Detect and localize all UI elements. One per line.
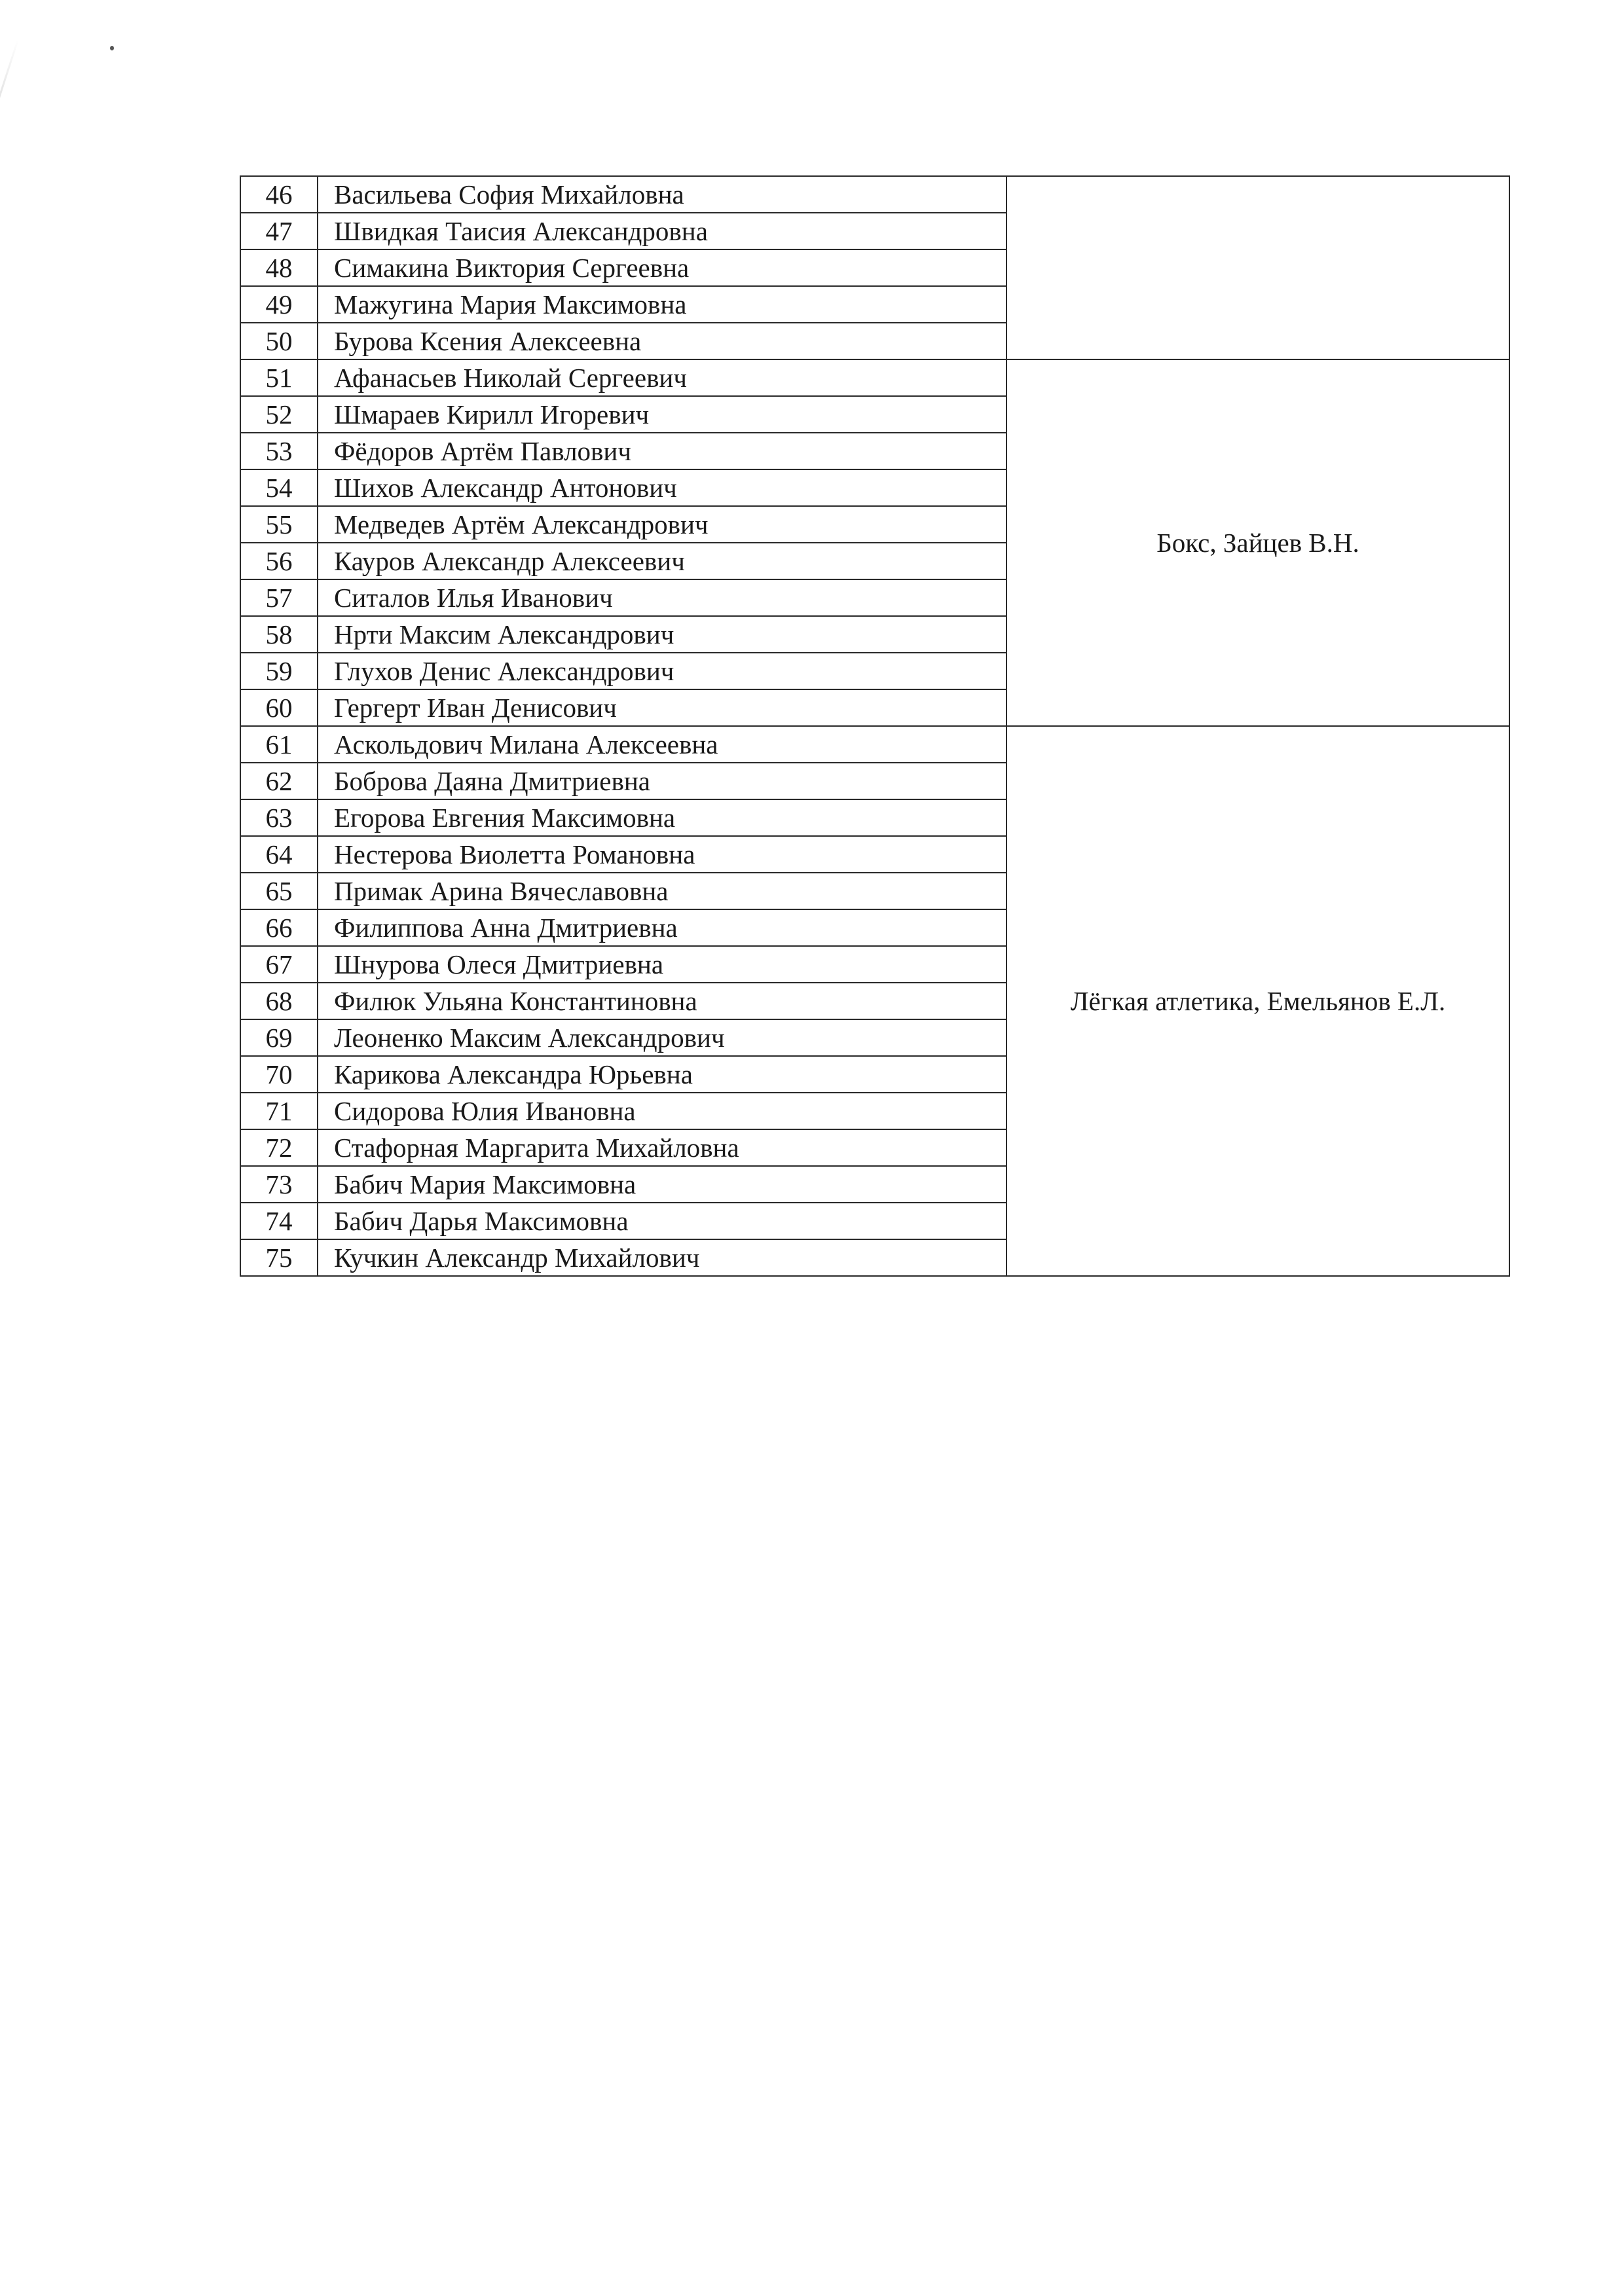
- row-number: 46: [240, 176, 318, 213]
- student-name: Филиппова Анна Дмитриевна: [318, 909, 1006, 946]
- row-number: 53: [240, 433, 318, 469]
- student-name: Стафорная Маргарита Михайловна: [318, 1129, 1006, 1166]
- row-number: 63: [240, 799, 318, 836]
- student-name: Фёдоров Артём Павлович: [318, 433, 1006, 469]
- student-name: Нрти Максим Александрович: [318, 616, 1006, 653]
- row-number: 71: [240, 1093, 318, 1129]
- row-number: 57: [240, 579, 318, 616]
- student-name: Сидорова Юлия Ивановна: [318, 1093, 1006, 1129]
- student-name: Боброва Даяна Дмитриевна: [318, 763, 1006, 799]
- student-name: Бурова Ксения Алексеевна: [318, 323, 1006, 359]
- row-number: 64: [240, 836, 318, 873]
- row-number: 59: [240, 653, 318, 689]
- student-name: Филюк Ульяна Константиновна: [318, 983, 1006, 1019]
- table-row: [240, 176, 1509, 213]
- row-number: 65: [240, 873, 318, 909]
- row-number: 70: [240, 1056, 318, 1093]
- student-name: Карикова Александра Юрьевна: [318, 1056, 1006, 1093]
- student-name: Васильева София Михайловна: [318, 176, 1006, 213]
- row-number: 69: [240, 1019, 318, 1056]
- student-name: Нестерова Виолетта Романовна: [318, 836, 1006, 873]
- row-number: 55: [240, 506, 318, 543]
- row-number: 66: [240, 909, 318, 946]
- student-name: Медведев Артём Александрович: [318, 506, 1006, 543]
- row-number: 61: [240, 726, 318, 763]
- student-name: Егорова Евгения Максимовна: [318, 799, 1006, 836]
- roster-table-body: [240, 176, 1509, 1276]
- student-name: Ситалов Илья Иванович: [318, 579, 1006, 616]
- row-number: 72: [240, 1129, 318, 1166]
- student-name: Бабич Дарья Максимовна: [318, 1203, 1006, 1239]
- row-number: 50: [240, 323, 318, 359]
- row-number: 56: [240, 543, 318, 579]
- row-number: 67: [240, 946, 318, 983]
- row-number: 49: [240, 286, 318, 323]
- row-number: 74: [240, 1203, 318, 1239]
- scan-artifact-dot: [110, 46, 114, 50]
- student-name: Леоненко Максим Александрович: [318, 1019, 1006, 1056]
- row-number: 68: [240, 983, 318, 1019]
- student-name: Симакина Виктория Сергеевна: [318, 249, 1006, 286]
- student-name: Швидкая Таисия Александровна: [318, 213, 1006, 249]
- table-row: [240, 359, 1509, 396]
- student-name: Шихов Александр Антонович: [318, 469, 1006, 506]
- row-number: 60: [240, 689, 318, 726]
- student-name: Афанасьев Николай Сергеевич: [318, 359, 1006, 396]
- row-number: 73: [240, 1166, 318, 1203]
- row-number: 54: [240, 469, 318, 506]
- student-name: Аскольдович Милана Алексеевна: [318, 726, 1006, 763]
- scan-artifact-line: [0, 39, 19, 239]
- student-name: Бабич Мария Максимовна: [318, 1166, 1006, 1203]
- section-coach-cell: Лёгкая атлетика, Емельянов Е.Л.: [1006, 726, 1509, 1276]
- table-row: [240, 726, 1509, 763]
- section-coach-cell: Бокс, Зайцев В.Н.: [1006, 359, 1509, 726]
- row-number: 75: [240, 1239, 318, 1276]
- student-name: Кучкин Александр Михайлович: [318, 1239, 1006, 1276]
- row-number: 47: [240, 213, 318, 249]
- student-name: Примак Арина Вячеславовна: [318, 873, 1006, 909]
- row-number: 48: [240, 249, 318, 286]
- roster-table: [240, 175, 1510, 1277]
- row-number: 52: [240, 396, 318, 433]
- section-coach-cell: [1006, 176, 1509, 359]
- student-name: Шнурова Олеся Дмитриевна: [318, 946, 1006, 983]
- student-name: Кауров Александр Алексеевич: [318, 543, 1006, 579]
- student-name: Гергерт Иван Денисович: [318, 689, 1006, 726]
- row-number: 58: [240, 616, 318, 653]
- row-number: 51: [240, 359, 318, 396]
- student-name: Глухов Денис Александрович: [318, 653, 1006, 689]
- row-number: 62: [240, 763, 318, 799]
- student-name: Мажугина Мария Максимовна: [318, 286, 1006, 323]
- student-name: Шмараев Кирилл Игоревич: [318, 396, 1006, 433]
